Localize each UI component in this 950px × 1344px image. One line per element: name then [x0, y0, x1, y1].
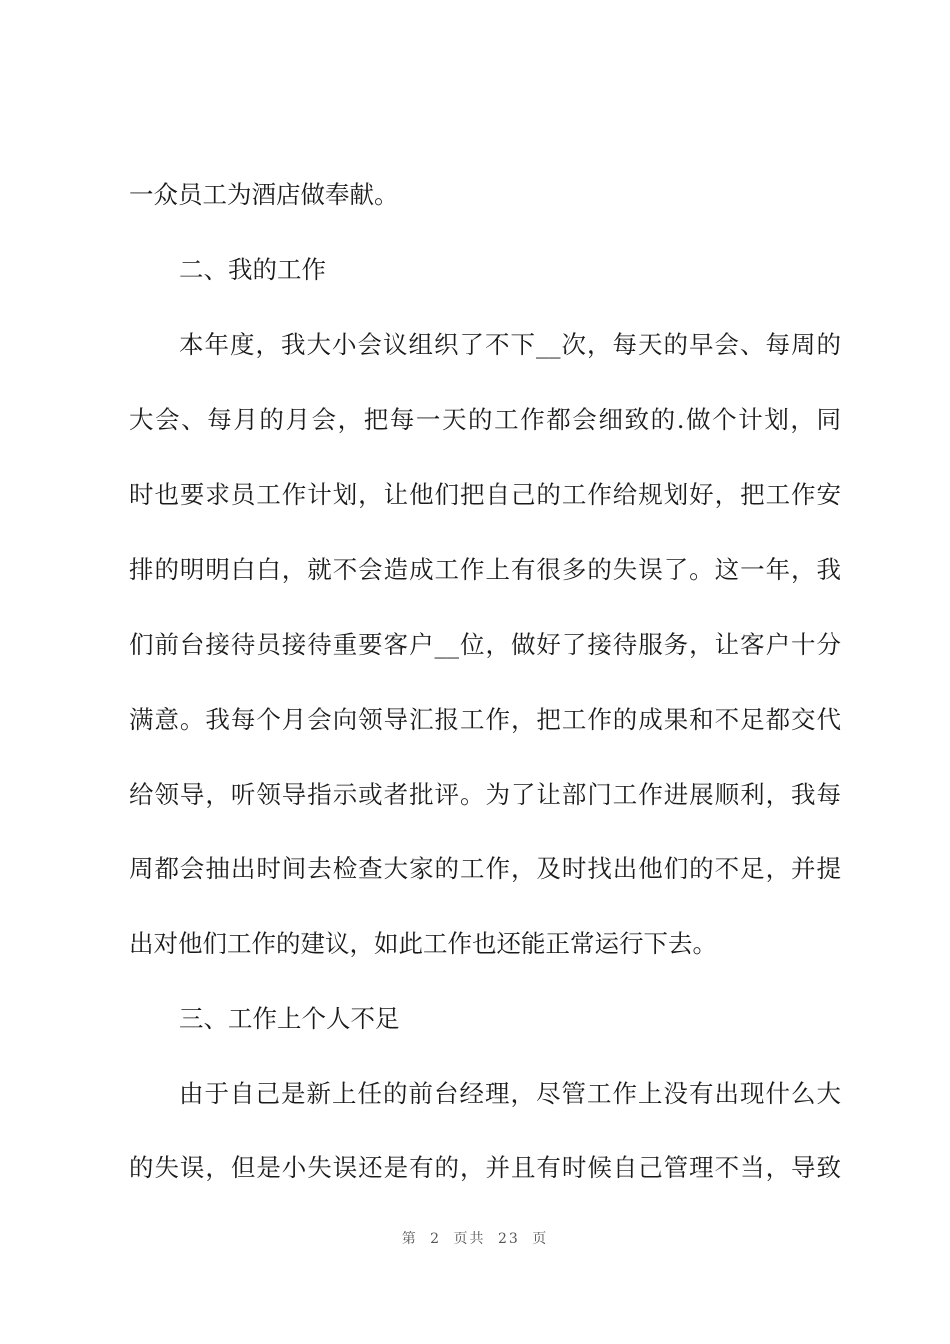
section-heading: 三、工作上个人不足 — [179, 1004, 400, 1033]
text-line: 一众员工为酒店做奉献。 — [129, 180, 399, 209]
text-line: 本年度，我大小会议组织了不下__次，每天的早会、每周的 — [179, 330, 841, 359]
text-line: 由于自己是新上任的前台经理，尽管工作上没有出现什么大 — [179, 1079, 841, 1108]
text-line: 给领导，听领导指示或者批评。为了让部门工作进展顺利，我每 — [129, 780, 841, 809]
text-line: 的失误，但是小失误还是有的，并且有时候自己管理不当，导致 — [129, 1153, 841, 1182]
text-line: 排的明明白白，就不会造成工作上有很多的失误了。这一年，我 — [129, 555, 841, 584]
text-line: 周都会抽出时间去检查大家的工作，及时找出他们的不足，并提 — [129, 854, 841, 883]
text-line: 大会、每月的月会，把每一天的工作都会细致的.做个计划，同 — [129, 405, 841, 434]
text-line: 满意。我每个月会向领导汇报工作，把工作的成果和不足都交代 — [129, 705, 841, 734]
text-line: 时也要求员工作计划，让他们把自己的工作给规划好，把工作安 — [129, 480, 841, 509]
text-line: 出对他们工作的建议，如此工作也还能正常运行下去。 — [129, 929, 717, 958]
section-heading: 二、我的工作 — [179, 255, 326, 284]
text-line: 们前台接待员接待重要客户__位，做好了接待服务，让客户十分 — [129, 630, 841, 659]
page-number-footer: 第 2 页共 23 页 — [401, 1231, 549, 1247]
